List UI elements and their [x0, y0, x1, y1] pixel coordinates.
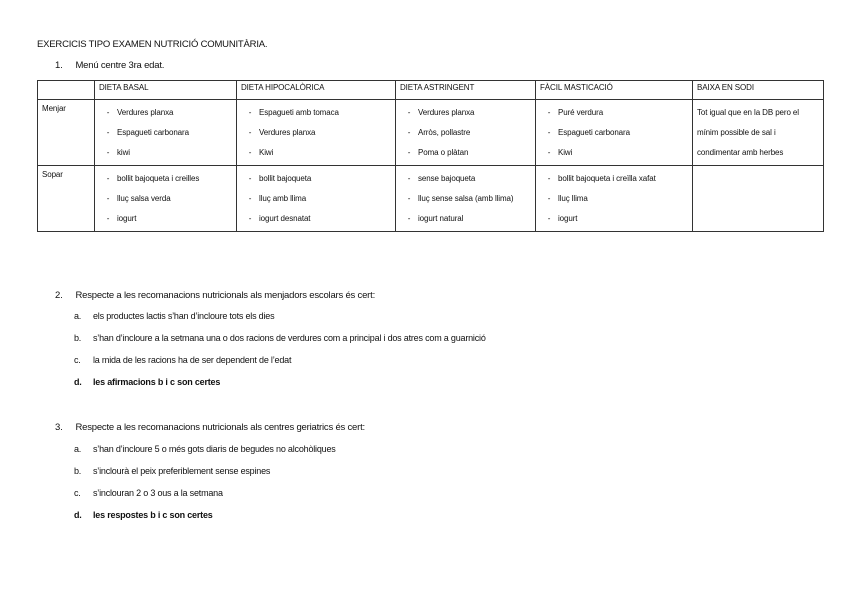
bullet-dash: - [248, 174, 252, 183]
bullet-dash: - [407, 148, 411, 157]
menu-item [99, 209, 232, 229]
option-text: s’inclourà el peix preferiblement sense espines [93, 466, 271, 476]
menu-item-text: Kiwi [558, 148, 573, 157]
row-label: Sopar [38, 166, 95, 232]
bullet-dash: - [248, 194, 252, 203]
bullet-dash: - [106, 214, 110, 223]
answer-option [74, 327, 486, 349]
menu-item-text: bollit bajoqueta i creïlla xafat [558, 174, 656, 183]
menu-item [99, 123, 232, 143]
menu-item-text: bollit bajoqueta i creilles [117, 174, 200, 183]
menu-table [37, 80, 824, 232]
bullet-dash: - [106, 108, 110, 117]
menu-item-text: Espagueti carbonara [558, 128, 630, 137]
menu-cell [237, 100, 396, 166]
menu-item [241, 189, 391, 209]
menu-item-text: Puré verdura [558, 108, 604, 117]
menu-item-text: Espagueti carbonara [117, 128, 189, 137]
menu-item [540, 143, 688, 163]
answer-option [74, 305, 486, 327]
option-letter: c. [74, 488, 81, 498]
menu-item [99, 169, 232, 189]
menu-cell [95, 100, 237, 166]
menu-item-text: Arròs, pollastre [418, 128, 471, 137]
menu-item [241, 209, 391, 229]
answer-option [74, 438, 336, 460]
option-text: els productes lactis s’han d’incloure tots els dies [93, 311, 275, 321]
menu-item-text: iogurt [558, 214, 578, 223]
menu-item [99, 103, 232, 123]
option-letter: d. [74, 377, 82, 387]
menu-item [400, 143, 531, 163]
question-2-title: Respecte a les recomanacions nutricionals als menjadors escolars és cert: [75, 290, 376, 301]
menu-item-text: kiwi [117, 148, 130, 157]
bullet-dash: - [407, 214, 411, 223]
row-label: Menjar [38, 100, 95, 166]
bullet-dash: - [547, 108, 551, 117]
menu-item-text: Kiwi [259, 148, 274, 157]
question-2-options [74, 305, 486, 393]
bullet-dash: - [547, 148, 551, 157]
bullet-dash: - [106, 148, 110, 157]
menu-item [400, 123, 531, 143]
bullet-dash: - [407, 128, 411, 137]
answer-option [74, 460, 336, 482]
menu-item-text: Espagueti amb tomaca [259, 108, 339, 117]
bullet-dash: - [106, 128, 110, 137]
bullet-dash: - [547, 194, 551, 203]
menu-item [241, 169, 391, 189]
menu-item-text: iogurt desnatat [259, 214, 311, 223]
bullet-dash: - [248, 108, 252, 117]
menu-cell [536, 166, 693, 232]
bullet-dash: - [248, 148, 252, 157]
menu-item-text: Poma o plàtan [418, 148, 469, 157]
bullet-dash: - [106, 174, 110, 183]
question-2-heading [55, 290, 375, 301]
option-letter: c. [74, 355, 81, 365]
menu-item-text: sense bajoqueta [418, 174, 476, 183]
option-text: s’han d’incloure 5 o més gots diaris de begudes no alcohòliques [93, 444, 336, 454]
answer-option [74, 504, 336, 526]
menu-item [540, 103, 688, 123]
menu-item-text: lluç sense salsa (amb llima) [418, 194, 514, 203]
option-text: la mida de les racions ha de ser dependent de l’edat [93, 355, 292, 365]
option-letter: b. [74, 333, 82, 343]
answer-option [74, 349, 486, 371]
option-text: s’inclouran 2 o 3 ous a la setmana [93, 488, 223, 498]
bullet-dash: - [547, 128, 551, 137]
menu-item [540, 209, 688, 229]
bullet-dash: - [407, 108, 411, 117]
menu-item [99, 143, 232, 163]
document-title: EXERCICIS TIPO EXAMEN NUTRICIÓ COMUNITÀRIA. [37, 39, 268, 50]
bullet-dash: - [547, 174, 551, 183]
option-letter: d. [74, 510, 82, 520]
question-3-title: Respecte a les recomanacions nutricionals als centres geriatrics és cert: [75, 422, 365, 433]
question-1-number: 1. [55, 60, 63, 71]
menu-item [400, 103, 531, 123]
menu-item [400, 169, 531, 189]
menu-table-row [38, 166, 824, 232]
question-1-heading [55, 60, 164, 71]
menu-item [540, 123, 688, 143]
bullet-dash: - [407, 194, 411, 203]
menu-item [540, 189, 688, 209]
option-letter: b. [74, 466, 82, 476]
menu-item [400, 189, 531, 209]
menu-item [241, 123, 391, 143]
question-3-options [74, 438, 336, 526]
menu-item-text: Verdures planxa [259, 128, 316, 137]
header-cell-empty [38, 81, 95, 100]
menu-item [99, 189, 232, 209]
menu-item-text: Verdures planxa [418, 108, 475, 117]
question-1-title: Menú centre 3ra edat. [75, 60, 165, 71]
option-text: les afirmacions b i c son certes [93, 377, 221, 387]
menu-cell [95, 166, 237, 232]
menu-item-text: iogurt [117, 214, 137, 223]
bullet-dash: - [547, 214, 551, 223]
header-cell-dieta-astringent: DIETA ASTRINGENT [396, 81, 536, 100]
header-cell-dieta-hipocalorica: DIETA HIPOCALÒRICA [237, 81, 396, 100]
question-2-number: 2. [55, 290, 63, 301]
baixa-en-sodi-note: Tot igual que en la DB pero el mínim possible de sal i condimentar amb herbes [693, 100, 824, 166]
menu-item-text: bollit bajoqueta [259, 174, 312, 183]
answer-option [74, 371, 486, 393]
option-letter: a. [74, 311, 82, 321]
option-text: s’han d’incloure a la setmana una o dos racions de verdures com a principal i dos atres com a guarnició [93, 333, 486, 343]
option-letter: a. [74, 444, 82, 454]
answer-option [74, 482, 336, 504]
header-cell-baixa-en-sodi: BAIXA EN SODI [693, 81, 824, 100]
baixa-en-sodi-note [693, 166, 824, 232]
question-3-heading [55, 422, 365, 433]
menu-table-header-row [38, 81, 824, 100]
menu-item-text: Verdures planxa [117, 108, 174, 117]
bullet-dash: - [106, 194, 110, 203]
menu-item-text: lluç amb llima [259, 194, 307, 203]
menu-item [241, 143, 391, 163]
bullet-dash: - [248, 128, 252, 137]
menu-item-text: iogurt natural [418, 214, 464, 223]
menu-item [241, 103, 391, 123]
menu-cell [536, 100, 693, 166]
header-cell-dieta-basal: DIETA BASAL [95, 81, 237, 100]
menu-cell [237, 166, 396, 232]
option-text: les respostes b i c son certes [93, 510, 213, 520]
header-cell-facil-masticacio: FÀCIL MASTICACIÓ [536, 81, 693, 100]
menu-cell [396, 100, 536, 166]
menu-item [540, 169, 688, 189]
menu-table-row [38, 100, 824, 166]
menu-item-text: lluç llima [558, 194, 588, 203]
menu-item [400, 209, 531, 229]
menu-item-text: lluç salsa verda [117, 194, 171, 203]
bullet-dash: - [248, 214, 252, 223]
menu-cell [396, 166, 536, 232]
question-3-number: 3. [55, 422, 63, 433]
bullet-dash: - [407, 174, 411, 183]
